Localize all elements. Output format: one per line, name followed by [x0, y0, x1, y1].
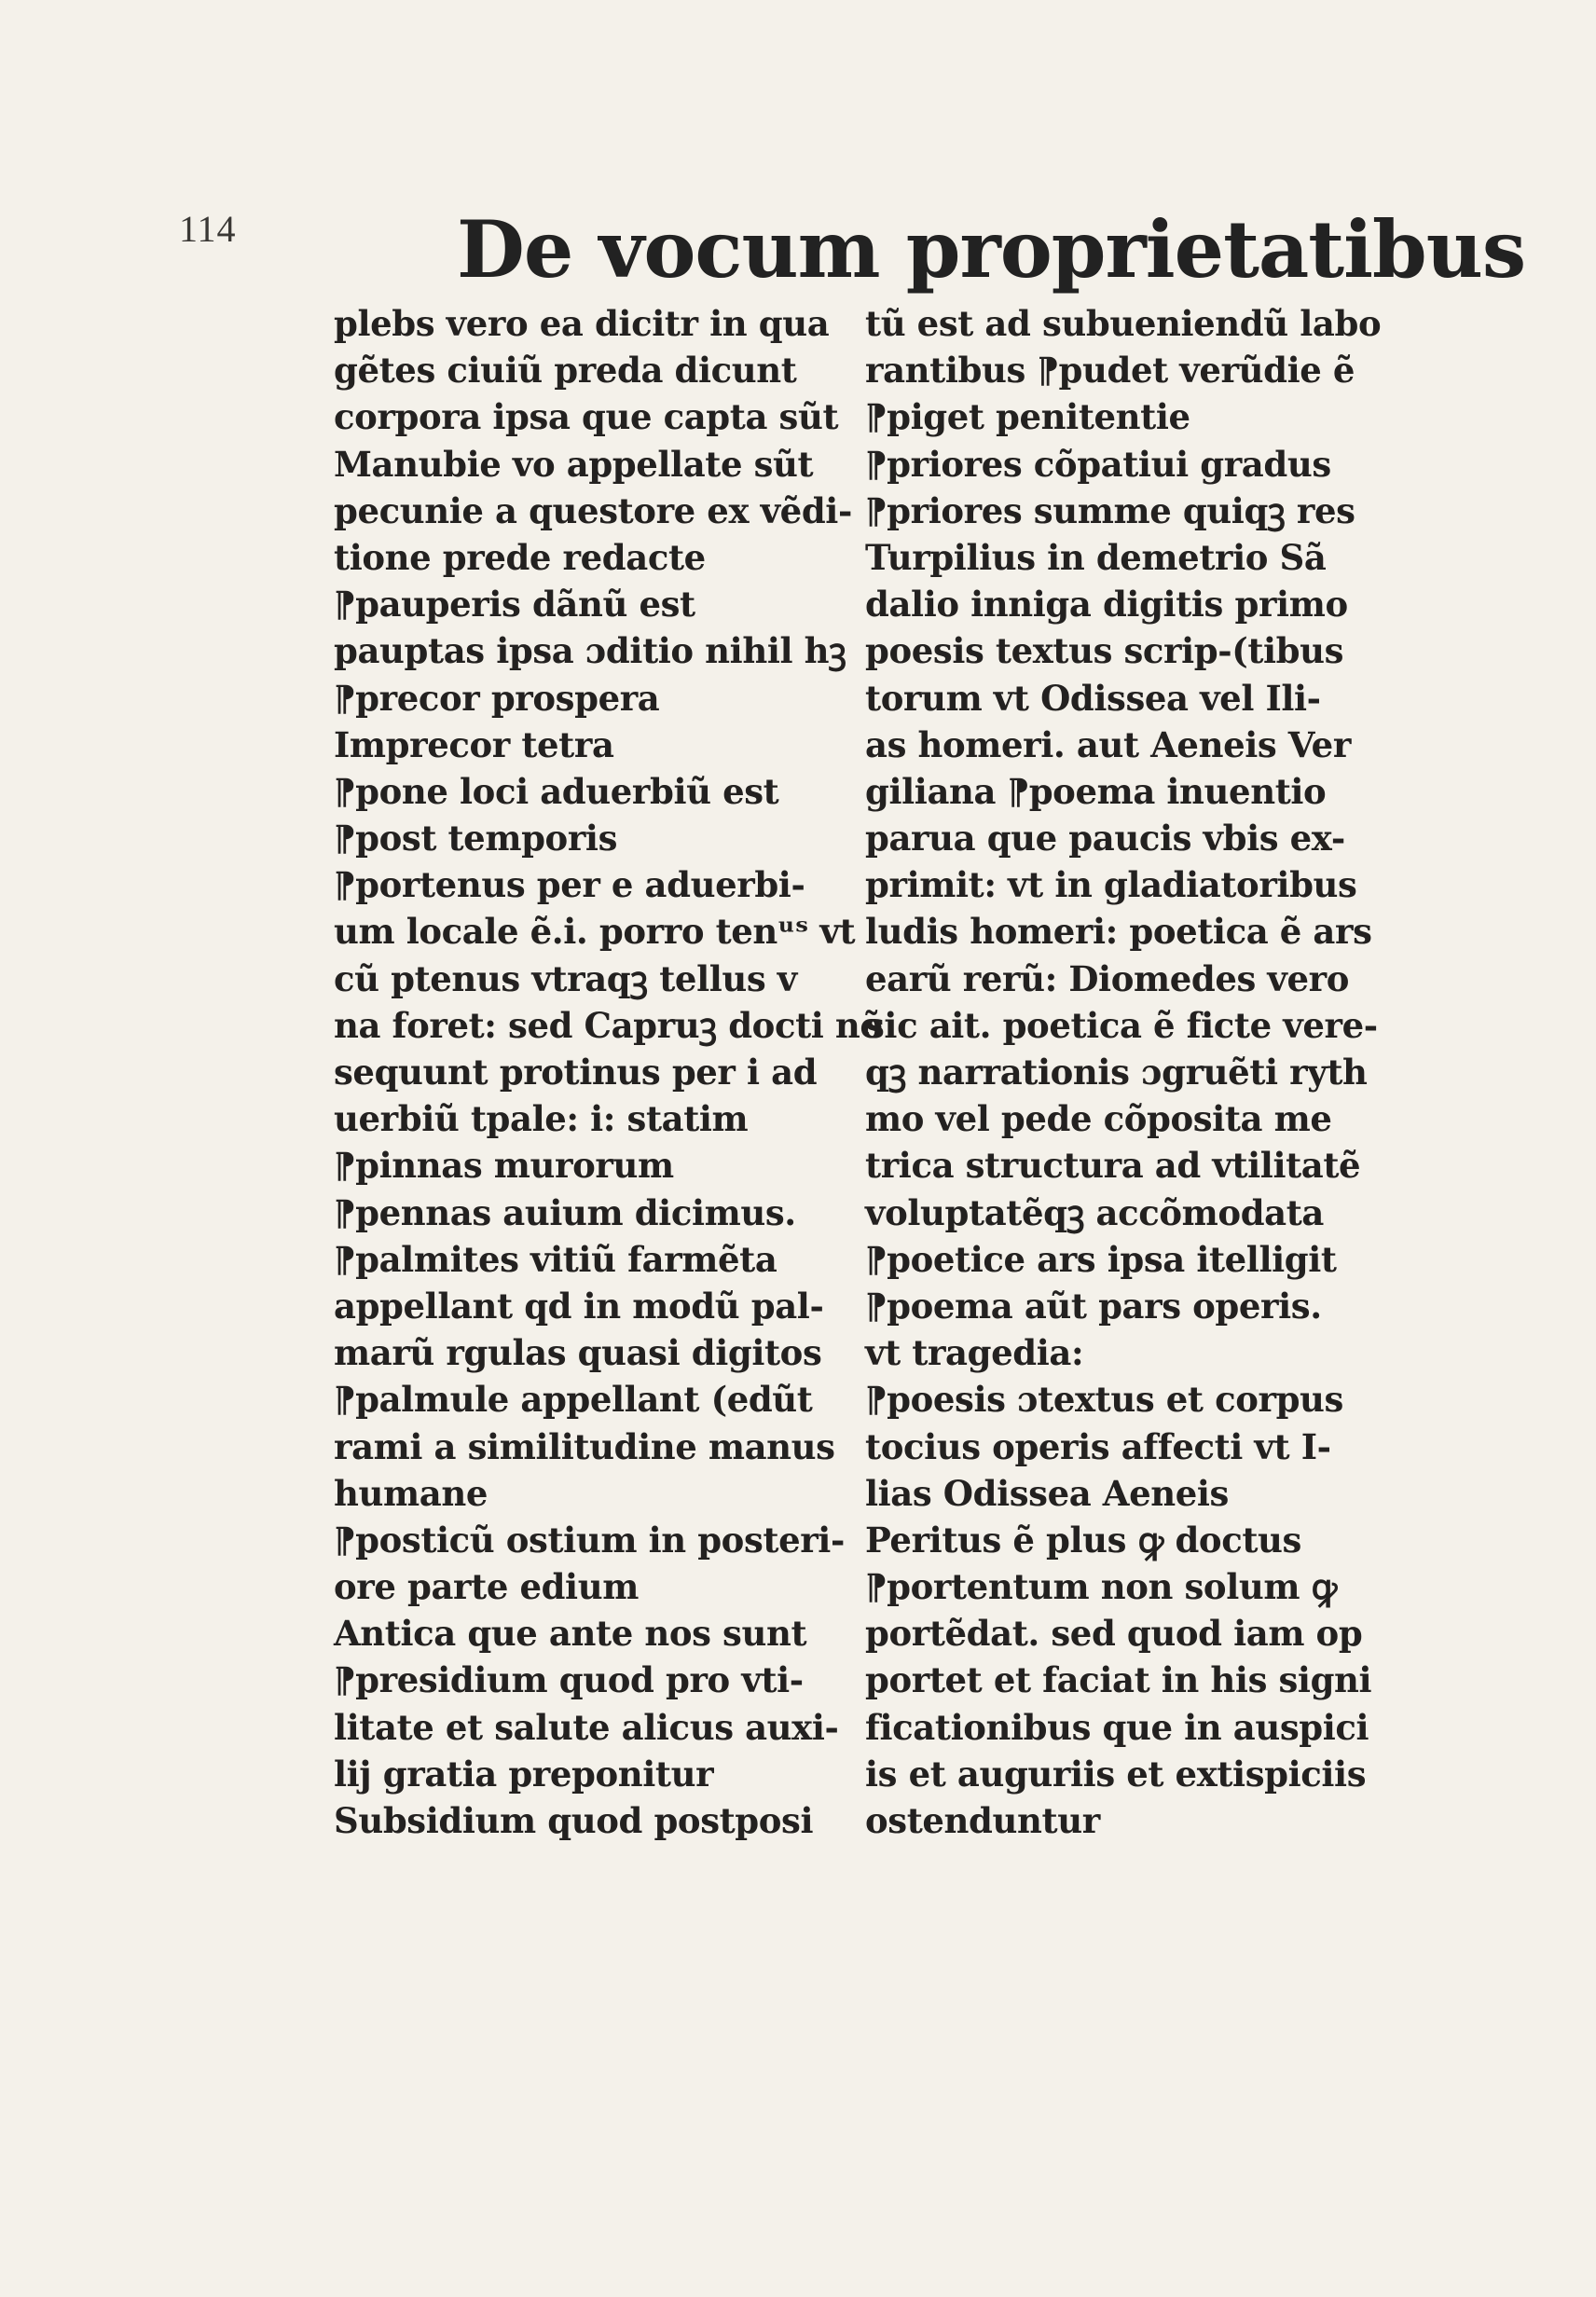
left-column-line: rami a similitudine manus — [334, 1425, 835, 1467]
right-column-line: portet et faciat in his signi — [865, 1659, 1372, 1701]
left-column-line: plebs vero ea dicitr in qua — [334, 303, 830, 344]
left-column-line: ore parte edium — [334, 1566, 639, 1608]
right-column-line: poesis textus scrip-(tibus — [865, 630, 1344, 672]
right-column-line: ficationibus que in auspici — [865, 1706, 1369, 1748]
left-column-line: um locale ẽ.i. porro tenᵘˢ vt — [334, 911, 856, 953]
left-column-line: cũ ptenus vtraqꝫ tellus v — [334, 957, 797, 999]
right-column-line: qꝫ narrationis ɔgruẽti ryth — [865, 1052, 1368, 1093]
left-column-line: ⁋post temporis — [334, 818, 618, 860]
right-column-line: ⁋priores cõpatiui gradus — [865, 443, 1331, 485]
right-column-line: ostenduntur — [865, 1800, 1100, 1841]
left-column-line: Antica que ante nos sunt — [334, 1613, 807, 1655]
left-column-line: marũ rgulas quasi digitos — [334, 1332, 822, 1374]
left-column-line: ⁋pennas auium dicimus. — [334, 1191, 796, 1233]
left-column-line: pauptas ipsa ɔditio nihil hꝫ — [334, 630, 846, 672]
right-column-line: earũ rerũ: Diomedes vero — [865, 957, 1350, 999]
right-column-line: rantibus ⁋pudet verũdie ẽ — [865, 350, 1355, 392]
right-column-line: primit: vt in gladiatoribus — [865, 864, 1357, 906]
running-title: De vocum proprietatibus — [457, 203, 1526, 296]
left-column-line: ⁋posticũ ostium in posteri- — [334, 1519, 845, 1561]
left-column-line: ⁋pauperis dãnũ est — [334, 584, 695, 626]
left-column-line: ⁋pinnas murorum — [334, 1145, 674, 1187]
left-column-line: Imprecor tetra — [334, 723, 614, 765]
right-column-line: lias Odissea Aeneis — [865, 1472, 1229, 1514]
right-column-line: tũ est ad subueniendũ labo — [865, 303, 1382, 344]
right-column-line: ⁋poema aũt pars operis. — [865, 1285, 1322, 1327]
left-column-line: ⁋pone loci aduerbiũ est — [334, 770, 779, 812]
right-column-line: Peritus ẽ plus ꝙ doctus — [865, 1519, 1301, 1561]
left-column-line: ⁋palmites vitiũ farmẽta — [334, 1238, 777, 1280]
left-column-line: sequunt protinus per i ad — [334, 1052, 818, 1093]
left-column-line: tione prede redacte — [334, 536, 706, 578]
left-column-line: ⁋presidium quod pro vti- — [334, 1659, 804, 1701]
right-column-line: trica structura ad vtilitatẽ — [865, 1145, 1361, 1187]
left-column-line: na foret: sed Capruꝫ docti nõ — [334, 1004, 883, 1046]
left-text-column — [334, 300, 883, 1844]
left-column-line: ⁋precor prospera — [334, 677, 660, 719]
right-column-line: Turpilius in demetrio Sã — [865, 536, 1327, 578]
right-column-line: mo vel pede cõposita me — [865, 1098, 1332, 1140]
right-column-line: is et auguriis et extispiciis — [865, 1753, 1367, 1795]
right-column-line: ⁋poesis ɔtextus et corpus — [865, 1379, 1343, 1421]
left-column-line: appellant qd in modũ pal- — [334, 1285, 824, 1327]
right-column-line: parua que paucis vbis ex- — [865, 818, 1345, 860]
left-column-line: litate et salute alicus auxi- — [334, 1706, 839, 1748]
left-column-line: lij gratia preponitur — [334, 1753, 714, 1795]
left-column-line: corpora ipsa que capta sũt — [334, 396, 839, 438]
right-column-line: torum vt Odissea vel Ili- — [865, 677, 1321, 719]
right-text-column — [865, 300, 1387, 1844]
right-column-line: ⁋priores summe quiqꝫ res — [865, 489, 1355, 531]
right-column-line: giliana ⁋poema inuentio — [865, 770, 1327, 812]
right-column-line: ludis homeri: poetica ẽ ars — [865, 911, 1372, 953]
left-column-line: Subsidium quod postposi — [334, 1800, 814, 1841]
right-column-line: sic ait. poetica ẽ ficte vere- — [865, 1004, 1378, 1046]
left-column-line: pecunie a questore ex vẽdi- — [334, 489, 852, 531]
page-number: 114 — [179, 208, 237, 250]
right-column-line: ⁋portentum non solum ꝙ — [865, 1566, 1337, 1608]
left-column-line: ⁋portenus per e aduerbi- — [334, 864, 805, 906]
left-column-line: Manubie vo appellate sũt — [334, 443, 814, 485]
left-column-line: humane — [334, 1472, 488, 1514]
right-column-line: voluptatẽqꝫ accõmodata — [865, 1191, 1325, 1233]
right-column-line: vt tragedia: — [865, 1332, 1084, 1374]
left-column-line: ⁋palmule appellant (edũt — [334, 1379, 813, 1421]
right-column-line: portẽdat. sed quod iam op — [865, 1613, 1363, 1655]
left-column-line: uerbiũ tpale: i: statim — [334, 1098, 749, 1140]
right-column-line: dalio inniga digitis primo — [865, 584, 1348, 626]
right-column-line: tocius operis affecti vt I- — [865, 1425, 1331, 1467]
right-column-line: ⁋piget penitentie — [865, 396, 1190, 438]
right-column-line: as homeri. aut Aeneis Ver — [865, 723, 1351, 765]
left-column-line: gẽtes ciuiũ preda dicunt — [334, 350, 797, 392]
right-column-line: ⁋poetice ars ipsa itelligit — [865, 1238, 1337, 1280]
